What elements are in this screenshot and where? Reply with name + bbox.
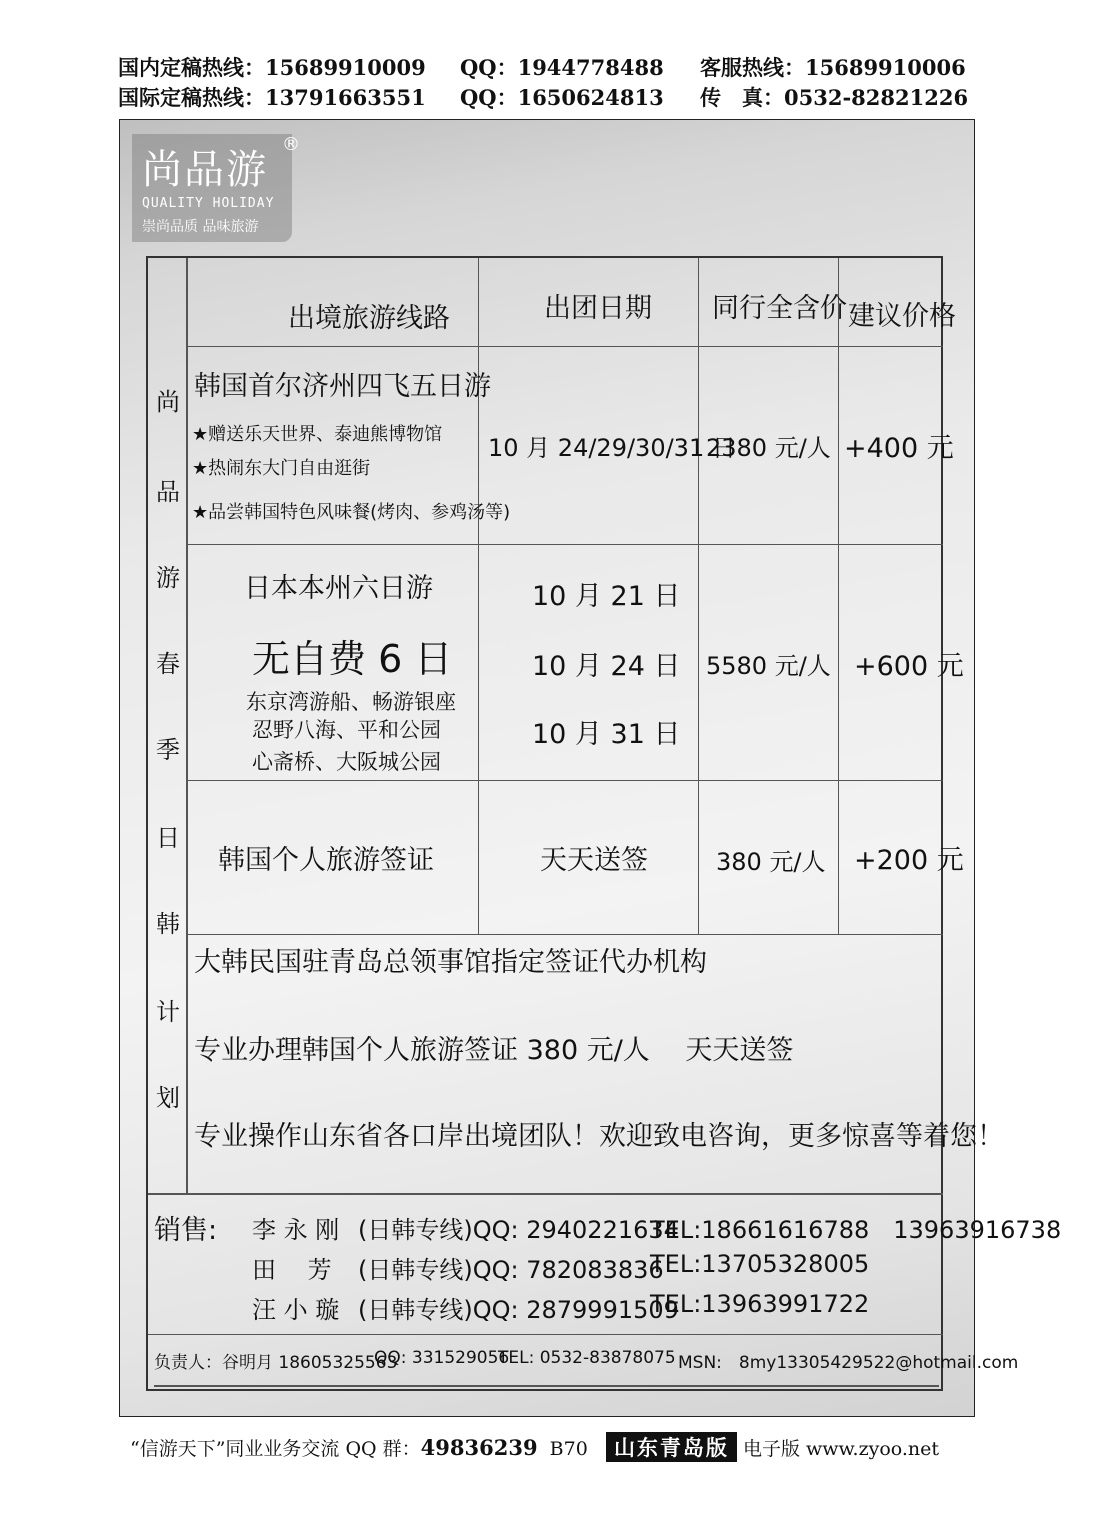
row1-suggest: +400 元 (844, 433, 954, 464)
row3-suggest: +200 元 (854, 845, 964, 876)
sales-qq: (日韩专线)QQ: 2940221634 (358, 1216, 679, 1244)
sales-tel: TEL:13705328005 (650, 1250, 870, 1278)
row-divider-1 (186, 346, 943, 347)
side-title-char: 韩 (156, 910, 180, 938)
sales-label: 销售: (154, 1215, 218, 1246)
row1-route: 韩国首尔济州四飞五日游 (194, 371, 491, 402)
note-line: 专业办理韩国个人旅游签证 380 元/人 天天送签 (194, 1035, 794, 1066)
header-date: 出团日期 (544, 293, 652, 324)
row2-route: 日本本州六日游 (244, 573, 433, 604)
msn-contact: MSN: 8my13305429522@hotmail.com (678, 1353, 1019, 1373)
row3-price: 380 元/人 (716, 848, 826, 876)
footer-qq-group: 49836239 (420, 1435, 538, 1460)
hotline-row-2 (118, 82, 968, 112)
intl-qq: QQ：1650624813 (460, 85, 664, 110)
row3-route: 韩国个人旅游签证 (218, 845, 434, 876)
row-divider-4 (186, 934, 943, 935)
row2-suggest: +600 元 (854, 651, 964, 682)
row1-price: 2380 元/人 (706, 434, 831, 462)
route-table-frame (146, 256, 1062, 1391)
intl-hotline: 国际定稿热线：13791663551 (118, 85, 426, 110)
col-divider-1 (478, 258, 479, 934)
domestic-hotline: 国内定稿热线：15689910009 (118, 55, 426, 80)
header-route: 出境旅游线路 (288, 303, 450, 334)
ad-poster (119, 119, 1062, 1417)
header-peer-price: 同行全含价 (712, 293, 847, 324)
side-title-char: 划 (156, 1084, 180, 1112)
row-divider-2 (186, 544, 943, 545)
row2-feature: 忍野八海、平和公园 (252, 718, 441, 742)
manager-qq: QQ: 331529056 (374, 1348, 510, 1368)
logo-english: QUALITY HOLIDAY (142, 196, 275, 211)
logo-name: 尚品游 (142, 147, 268, 193)
row2-highlight: 无自费 6 日 (252, 637, 453, 681)
row1-feature: ★热闹东大门自由逛街 (192, 458, 371, 479)
page-number: B70 (549, 1438, 588, 1460)
note-line: 专业操作山东省各口岸出境团队！欢迎致电咨询，更多惊喜等着您！ (194, 1121, 1004, 1152)
edition-badge: 山东青岛版 (606, 1432, 737, 1462)
side-title-char: 品 (156, 478, 180, 506)
hotline-row-1 (118, 52, 968, 82)
manager-contact: 负责人：谷明月 18605325563 (154, 1353, 398, 1373)
row2-feature: 心斋桥、大阪城公园 (252, 750, 441, 774)
row2-date: 10 月 24 日 (532, 651, 681, 682)
side-title-char: 尚 (156, 388, 180, 416)
row1-date: 10 月 24/29/30/31 日 (488, 434, 736, 462)
sales-tel: TEL:13963991722 (650, 1290, 870, 1318)
side-title-char: 日 (156, 824, 180, 852)
brand-logo (132, 134, 300, 242)
domestic-qq: QQ：1944778488 (460, 55, 664, 80)
service-hotline: 客服热线：15689910006 (700, 55, 966, 80)
row3-date: 天天送签 (540, 845, 648, 876)
row2-price: 5580 元/人 (706, 652, 831, 680)
row2-date: 10 月 31 日 (532, 719, 681, 750)
sales-tel: TEL:18661616788 13963916738 (650, 1216, 1062, 1244)
fax-number: 传 真：0532-82821226 (700, 85, 969, 110)
side-title-char: 游 (156, 564, 180, 592)
row-divider-3 (186, 780, 943, 781)
sales-name: 汪 小 璇 (252, 1296, 340, 1324)
col-divider-2 (698, 258, 699, 934)
registered-mark: ® (282, 134, 300, 155)
col-divider-3 (838, 258, 839, 934)
row2-date: 10 月 21 日 (532, 581, 681, 612)
sales-qq: (日韩专线)QQ: 2879991509 (358, 1296, 679, 1324)
side-title-char: 计 (156, 998, 180, 1026)
row2-feature: 东京湾游船、畅游银座 (246, 690, 456, 714)
office-tel: TEL: 0532-83878075 (498, 1348, 676, 1368)
footer-text: “信游天下”同业业务交流 QQ 群： (130, 1438, 421, 1460)
header-suggest-price: 建议价格 (848, 301, 956, 332)
sales-name: 田 芳 (252, 1256, 332, 1284)
side-divider (186, 258, 188, 1193)
bottom-underline (154, 1385, 939, 1387)
sales-qq: (日韩专线)QQ: 782083836 (358, 1256, 664, 1284)
side-title-char: 季 (156, 736, 180, 764)
page-footer (130, 1432, 939, 1462)
notes-divider (148, 1193, 943, 1195)
sales-name: 李 永 刚 (252, 1216, 340, 1244)
row1-feature: ★赠送乐天世界、泰迪熊博物馆 (192, 424, 443, 445)
sales-divider (148, 1334, 943, 1335)
note-line: 大韩民国驻青岛总领事馆指定签证代办机构 (194, 947, 707, 978)
footer-site: 电子版 www.zyoo.net (742, 1438, 940, 1460)
side-title-char: 春 (156, 650, 180, 678)
logo-slogan: 崇尚品质 品味旅游 (142, 219, 259, 235)
row1-feature: ★品尝韩国特色风味餐(烤肉、参鸡汤等) (192, 502, 511, 523)
